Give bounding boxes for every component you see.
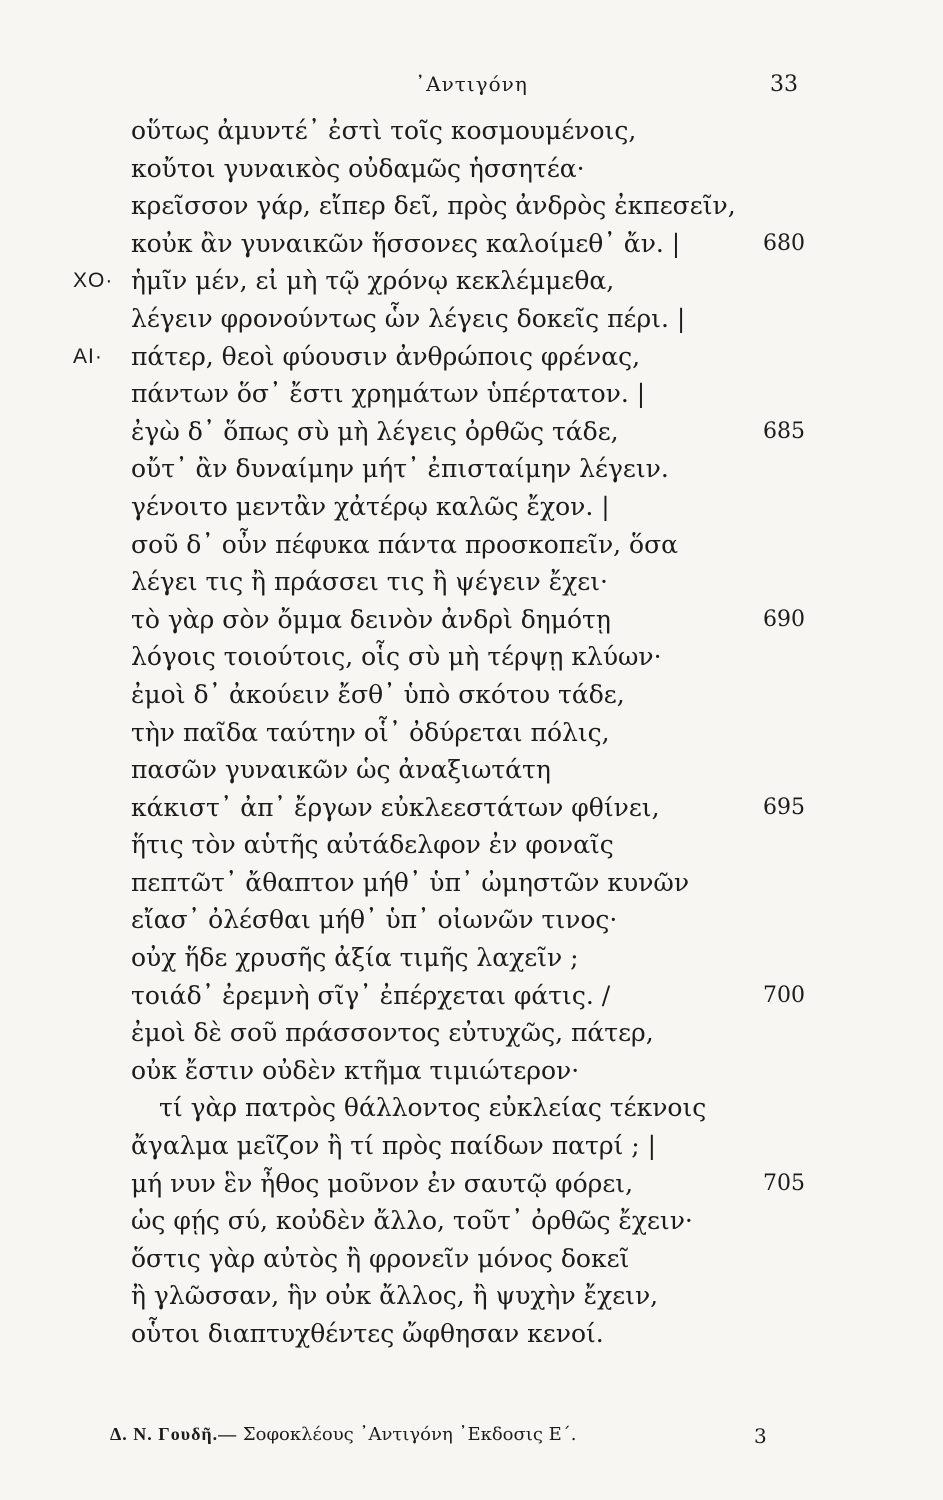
verse-line — [0, 676, 943, 714]
verse-text: ἐγὼ δ᾿ ὅπως σὺ μὴ λέγεις ὀρθῶς τάδε, — [131, 416, 619, 446]
line-number: 695 — [763, 794, 805, 820]
line-number: 690 — [763, 606, 805, 632]
verse-line — [0, 1202, 943, 1240]
verse-line — [0, 901, 943, 939]
verse-line — [0, 939, 943, 977]
verse-line — [0, 150, 943, 188]
verse-text: ἥτις τὸν αὑτῆς αὐτάδελφον ἐν φοναῖς — [131, 830, 614, 860]
verse-text: ἢ γλῶσσαν, ἣν οὐκ ἄλλος, ἢ ψυχὴν ἔχειν, — [131, 1281, 659, 1311]
verse-line — [0, 187, 943, 225]
verse-line — [0, 563, 943, 601]
verse-text: ἐμοὶ δ᾿ ἀκούειν ἔσθ᾿ ὑπὸ σκότου τάδε, — [131, 679, 625, 709]
verse-text: οὔτ᾿ ἂν δυναίμην μήτ᾿ ἐπισταίμην λέγειν. — [131, 454, 669, 484]
verse-text: τί γὰρ πατρὸς θάλλοντος εὐκλείας τέκνοις — [159, 1093, 707, 1123]
verse-text: οὗτοι διαπτυχθέντες ὤφθησαν κενοί. — [131, 1319, 604, 1348]
verse-text: τοιάδ᾿ ἐρεμνὴ σῖγ᾿ ἐπέρχεται φάτις. / — [131, 980, 611, 1010]
verse-line — [0, 488, 943, 526]
verse-line — [0, 1240, 943, 1278]
verse-text: εἴασ᾿ ὀλέσθαι μήθ᾿ ὑπ᾿ οἰωνῶν τινος· — [131, 905, 618, 935]
verse-block — [0, 112, 943, 1353]
verse-line — [0, 714, 943, 752]
verse-text: ἡμῖν μέν, εἰ μὴ τῷ χρόνῳ κεκλέμμεθα, — [131, 266, 615, 296]
verse-line — [0, 751, 943, 789]
verse-line — [0, 1014, 943, 1052]
verse-text: λέγει τις ἢ πράσσει τις ἢ ψέγειν ἔχει· — [131, 567, 608, 597]
edition-note: Σοφοκλέους ᾿Αντιγόνη ᾿Εκδοσις Ε΄. — [242, 1424, 577, 1445]
verse-text: κοὐκ ἂν γυναικῶν ἥσσονες καλοίμεθ᾿ ἄν. | — [131, 228, 681, 258]
verse-text: λόγοις τοιούτοις, οἷς σὺ μὴ τέρψῃ κλύων· — [131, 642, 662, 672]
verse-text: σοῦ δ᾿ οὖν πέφυκα πάντα προσκοπεῖν, ὅσα — [131, 529, 679, 559]
verse-text: ὡς φῄς σύ, κοὐδὲν ἄλλο, τοῦτ᾿ ὀρθῶς ἔχειν· — [131, 1206, 693, 1236]
verse-text: οὐκ ἔστιν οὐδὲν κτῆμα τιμιώτερον· — [131, 1055, 580, 1085]
verse-line — [0, 601, 943, 639]
running-title: ᾿Αντιγόνη — [415, 72, 528, 96]
printer-signature: Δ. Ν. Γουδῆ.— — [110, 1424, 238, 1444]
verse-line — [0, 1277, 943, 1315]
verse-line — [0, 789, 943, 827]
page-number: 33 — [770, 72, 798, 97]
verse-line — [0, 1052, 943, 1090]
verse-text: κρεῖσσον γάρ, εἴπερ δεῖ, πρὸς ἀνδρὸς ἐκπεσεῖν, — [131, 191, 736, 221]
verse-text: κάκιστ᾿ ἀπ᾿ ἔργων εὐκλεεστάτων φθίνει, — [131, 792, 660, 822]
verse-line — [0, 300, 943, 338]
verse-text: γένοιτο μεντἂν χἀτέρῳ καλῶς ἔχον. | — [131, 491, 610, 521]
verse-text: μή νυν ἓν ἦθος μοῦνον ἐν σαυτῷ φόρει, — [131, 1168, 634, 1198]
verse-line — [0, 338, 943, 376]
verse-text: ἐμοὶ δὲ σοῦ πράσσοντος εὐτυχῶς, πάτερ, — [131, 1018, 654, 1048]
verse-line — [0, 225, 943, 263]
verse-line — [0, 826, 943, 864]
speaker-label: ΧΟ· — [73, 269, 114, 293]
line-number: 680 — [763, 230, 805, 256]
verse-text: τὴν παῖδα ταύτην οἷ᾿ ὀδύρεται πόλις, — [131, 717, 610, 747]
verse-line — [0, 112, 943, 150]
verse-line — [0, 864, 943, 902]
verse-text: τὸ γὰρ σὸν ὄμμα δεινὸν ἀνδρὶ δημότῃ — [131, 604, 611, 634]
line-number: 700 — [763, 982, 805, 1008]
verse-line — [0, 1165, 943, 1203]
speaker-label: ΑΙ· — [73, 344, 103, 368]
verse-text: πεπτῶτ᾿ ἄθαπτον μήθ᾿ ὑπ᾿ ὠμηστῶν κυνῶν — [131, 867, 690, 897]
verse-text: πάντων ὅσ᾿ ἔστι χρημάτων ὑπέρτατον. | — [131, 379, 646, 409]
verse-text: λέγειν φρονούντως ὧν λέγεις δοκεῖς πέρι. | — [131, 303, 686, 333]
verse-line — [0, 526, 943, 564]
verse-line — [0, 450, 943, 488]
verse-text: πάτερ, θεοὶ φύουσιν ἀνθρώποις φρένας, — [131, 341, 641, 371]
verse-line — [0, 1315, 943, 1353]
verse-text: ἄγαλμα μεῖζον ἢ τί πρὸς παίδων πατρί ; | — [131, 1131, 657, 1161]
verse-line — [0, 262, 943, 300]
line-number: 685 — [763, 418, 805, 444]
footer-imprint — [110, 1424, 577, 1445]
verse-line — [0, 1127, 943, 1165]
line-number: 705 — [763, 1170, 805, 1196]
verse-line — [0, 375, 943, 413]
verse-line — [0, 977, 943, 1015]
verse-text: οὕτως ἀμυντέ᾿ ἐστὶ τοῖς κοσμουμένοις, — [131, 116, 637, 145]
verse-text: πασῶν γυναικῶν ὡς ἀναξιωτάτη — [131, 755, 551, 785]
verse-line — [0, 413, 943, 451]
verse-text: οὐχ ἥδε χρυσῆς ἀξία τιμῆς λαχεῖν ; — [131, 943, 579, 973]
verse-line — [0, 638, 943, 676]
verse-text: ὅστις γὰρ αὐτὸς ἢ φρονεῖν μόνος δοκεῖ — [131, 1243, 630, 1273]
verse-line — [0, 1089, 943, 1127]
verse-text: κοὔτοι γυναικὸς οὐδαμῶς ἡσσητέα· — [131, 153, 585, 183]
sheet-mark: 3 — [754, 1424, 767, 1448]
